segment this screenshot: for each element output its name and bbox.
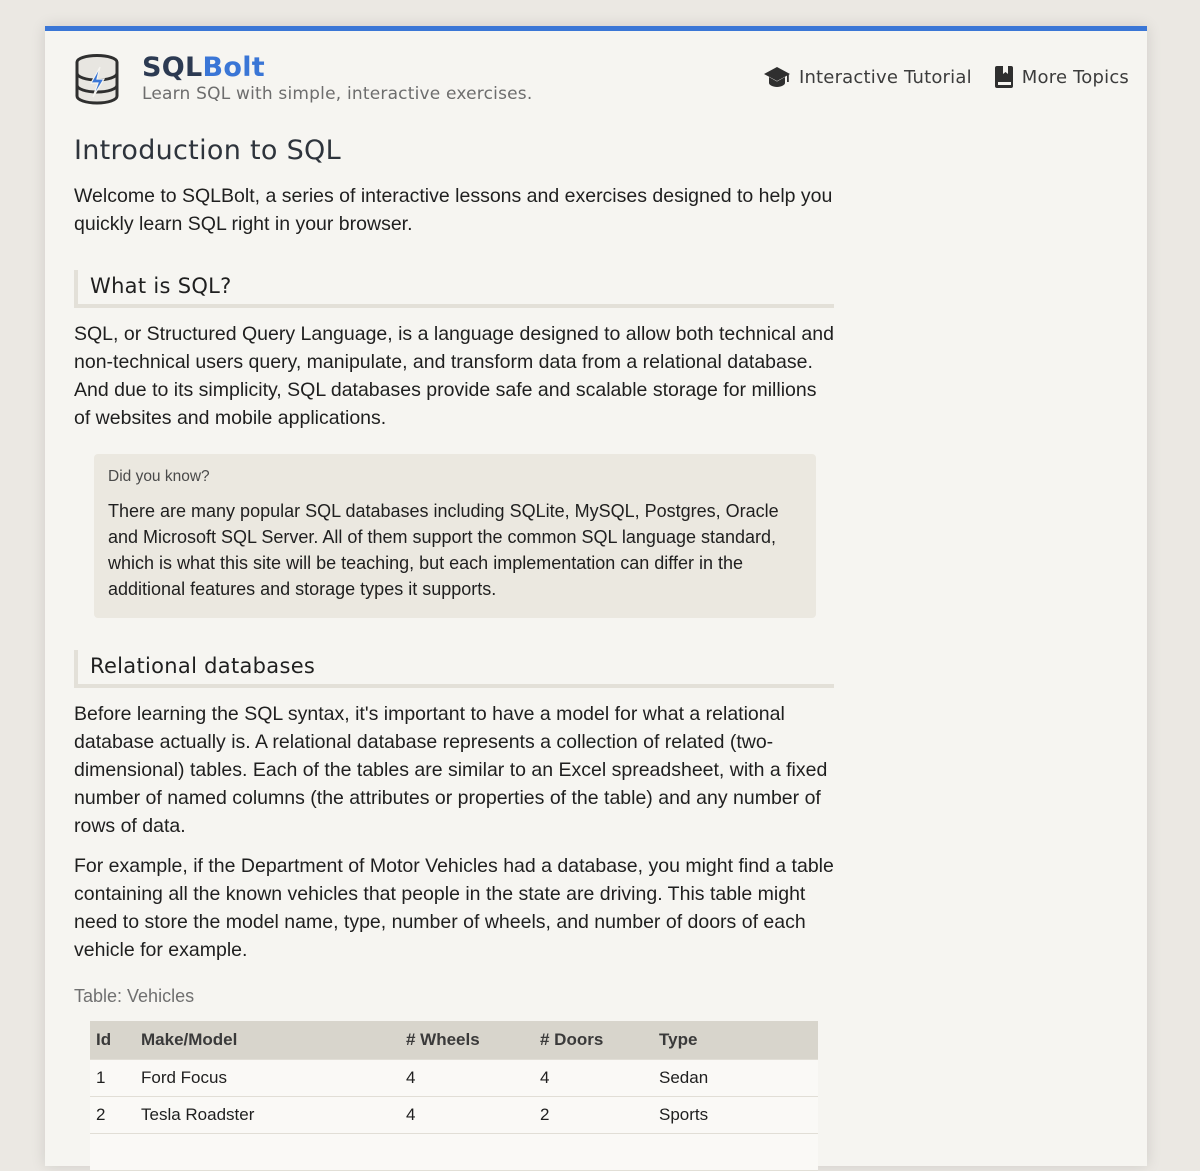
callout-title: Did you know? bbox=[108, 468, 210, 485]
relational-paragraph-2: For example, if the Department of Motor Vehicles had a database, you might find a table containing all the known vehicles that people in the state are driving. This table might need to store the model name, type, number of wheels, and number of doors of each vehicle for example. bbox=[74, 855, 834, 961]
nav-label: More Topics bbox=[1021, 66, 1129, 88]
site-tagline: Learn SQL with simple, interactive exercises. bbox=[142, 84, 533, 104]
brand[interactable] bbox=[142, 51, 532, 104]
lesson-content bbox=[74, 131, 834, 1171]
book-icon bbox=[994, 65, 1014, 89]
lesson-page bbox=[45, 26, 1147, 1166]
table-cell: 4 bbox=[400, 1059, 534, 1096]
table-cell: 1 bbox=[90, 1059, 135, 1096]
what-is-sql-paragraph: SQL, or Structured Query Language, is a language designed to allow both technical and non-technical users query, manipulate, and transform data from a relational database. And due to its simplicity, SQL databases provide safe and scalable storage for millions of websites and mobile applications. bbox=[74, 323, 834, 429]
table-header-row bbox=[90, 1021, 818, 1059]
column-header: Type bbox=[653, 1021, 818, 1059]
vehicles-table bbox=[90, 1021, 818, 1171]
nav-interactive-tutorial[interactable] bbox=[763, 65, 972, 89]
top-nav bbox=[763, 65, 1129, 89]
database-bolt-icon[interactable] bbox=[73, 53, 121, 105]
table-cell: 2 bbox=[90, 1096, 135, 1133]
column-header: # Wheels bbox=[400, 1021, 534, 1059]
nav-label: Interactive Tutorial bbox=[798, 66, 972, 88]
callout-text: There are many popular SQL databases including SQLite, MySQL, Postgres, Oracle and Microsoft SQL Server. All of them support the common SQL language standard, which is what this site will be teaching, but each implementation can differ in the additional features and storage types it supports. bbox=[108, 501, 779, 599]
page-title: Introduction to SQL bbox=[74, 135, 341, 166]
section-heading-relational-databases: Relational databases bbox=[74, 650, 834, 688]
brand-prefix: SQL bbox=[142, 52, 203, 83]
site-title[interactable] bbox=[142, 51, 532, 85]
table-cell: 2 bbox=[534, 1096, 653, 1133]
column-header: Id bbox=[90, 1021, 135, 1059]
table-cell: 4 bbox=[400, 1096, 534, 1133]
table-row bbox=[90, 1096, 818, 1133]
graduation-cap-icon bbox=[763, 66, 791, 88]
relational-paragraph-1: Before learning the SQL syntax, it's important to have a model for what a relational database actually is. A relational database represents a collection of related (two-dimensional) tables. Each of the tables are similar to an Excel spreadsheet, with a fixed number of named columns (the attributes or properties of the table) and any number of rows of data. bbox=[74, 703, 828, 837]
did-you-know-callout bbox=[94, 454, 816, 618]
table-row bbox=[90, 1133, 818, 1170]
column-header: Make/Model bbox=[135, 1021, 400, 1059]
brand-suffix: Bolt bbox=[202, 52, 266, 83]
table-cell: 4 bbox=[534, 1059, 653, 1096]
table-caption: Table: Vehicles bbox=[74, 986, 195, 1006]
section-heading-what-is-sql: What is SQL? bbox=[74, 270, 834, 308]
intro-paragraph: Welcome to SQLBolt, a series of interactive lessons and exercises designed to help you quickly learn SQL right in your browser. bbox=[74, 185, 833, 235]
nav-more-topics[interactable] bbox=[994, 65, 1129, 89]
table-cell: Sedan bbox=[653, 1059, 818, 1096]
table-cell: Ford Focus bbox=[135, 1059, 400, 1096]
table-cell: Sports bbox=[653, 1096, 818, 1133]
column-header: # Doors bbox=[534, 1021, 653, 1059]
table-cell: Tesla Roadster bbox=[135, 1096, 400, 1133]
table-row bbox=[90, 1059, 818, 1096]
